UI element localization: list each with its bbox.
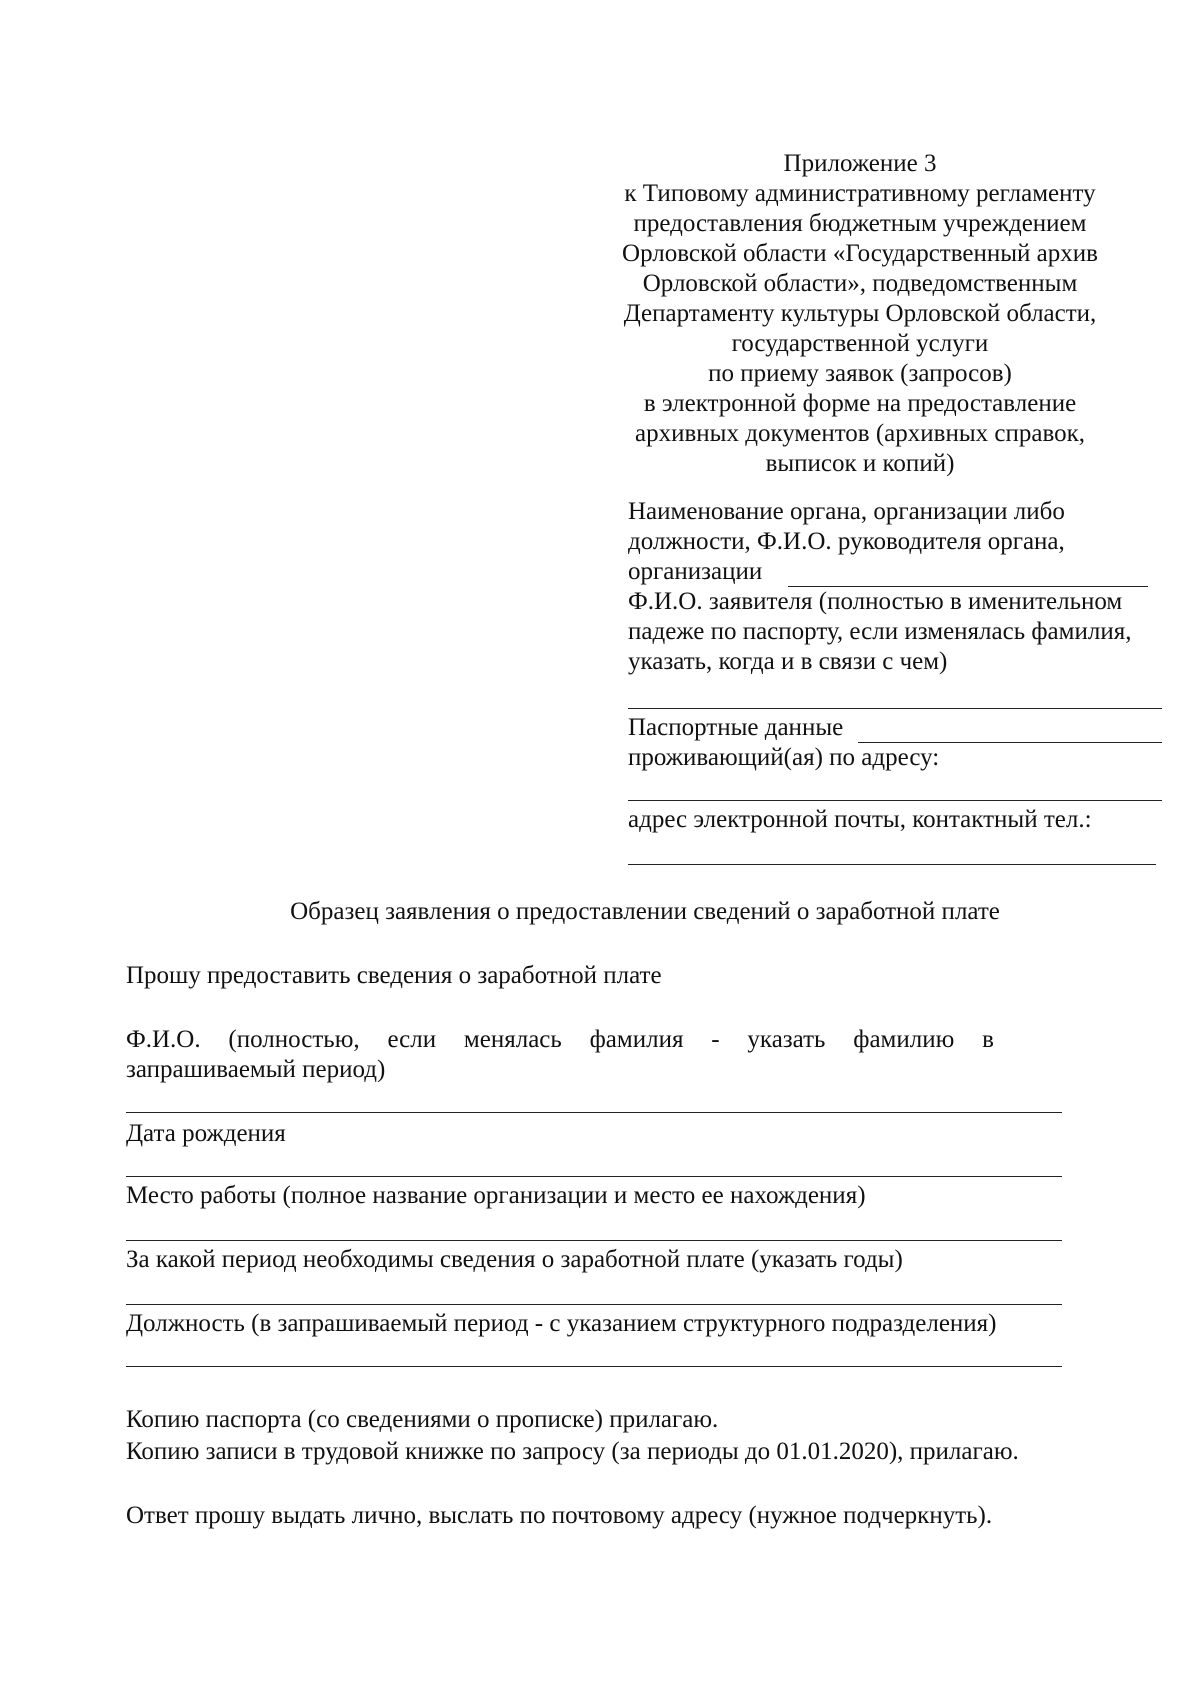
appendix-line: Департаменту культуры Орловской области, — [623, 300, 1097, 327]
appendix-line: предоставления бюджетным учреждением — [633, 210, 1087, 237]
fio-label-line1 — [126, 1026, 994, 1054]
appendix-line: Приложение 3 — [783, 150, 937, 177]
delivery-text: Ответ прошу выдать лично, выслать по почтовому адресу (нужное подчеркнуть). — [126, 1502, 993, 1529]
appendix-line: Орловской области «Государственный архив — [622, 240, 1098, 267]
period-label: За какой период необходимы сведения о заработной плате (указать годы) — [126, 1246, 903, 1273]
fio-word: (полностью, — [228, 1026, 360, 1053]
org-label-line3: организации — [628, 558, 763, 585]
appendix-line: к Типовому административному регламенту — [624, 180, 1096, 207]
attach-workbook-text: Копию записи в трудовой книжке по запросу (за периоды до 01.01.2020), прилагаю. — [126, 1438, 1019, 1465]
position-label: Должность (в запрашиваемый период - с указанием структурного подразделения) — [126, 1310, 997, 1337]
attach-passport-text: Копию паспорта (со сведениями о прописке) прилагаю. — [126, 1406, 719, 1433]
applicant-label-line1: Ф.И.О. заявителя (полностью в именительном — [628, 588, 1123, 615]
fio-word: в — [982, 1026, 994, 1053]
fio-word: фамилию — [853, 1026, 955, 1053]
appendix-line: выписок и копий) — [765, 450, 955, 477]
birth-date-label: Дата рождения — [126, 1120, 286, 1147]
document-title: Образец заявления о предоставлении сведений о заработной плате — [290, 898, 1000, 925]
applicant-label-line3: указать, когда и в связи с чем) — [628, 648, 948, 675]
period-field[interactable] — [126, 1304, 1062, 1305]
fio-word: если — [387, 1026, 437, 1053]
appendix-line: государственной услуги — [731, 330, 989, 357]
address-field[interactable] — [628, 800, 1162, 801]
fio-label-line2: запрашиваемый период) — [126, 1056, 386, 1083]
org-label-line2: должности, Ф.И.О. руководителя органа, — [628, 528, 1065, 555]
workplace-field[interactable] — [126, 1240, 1062, 1241]
fio-word: менялась — [463, 1026, 562, 1053]
passport-field[interactable] — [858, 742, 1162, 743]
request-text: Прошу предоставить сведения о заработной плате — [126, 962, 662, 989]
fio-word: указать — [747, 1026, 826, 1053]
passport-label: Паспортные данные — [628, 714, 844, 741]
fio-word: Ф.И.О. — [126, 1026, 201, 1053]
appendix-line: архивных документов (архивных справок, — [635, 420, 1085, 447]
contacts-label: адрес электронной почты, контактный тел.: — [628, 806, 1092, 833]
org-label-line1: Наименование органа, организации либо — [628, 498, 1065, 525]
workplace-label: Место работы (полное название организации и место ее нахождения) — [126, 1182, 866, 1209]
residing-label: проживающий(ая) по адресу: — [628, 744, 940, 771]
contacts-field[interactable] — [628, 864, 1156, 865]
org-name-field[interactable] — [788, 586, 1148, 587]
fio-word: - — [711, 1026, 720, 1053]
applicant-name-field[interactable] — [628, 708, 1162, 709]
appendix-line: Орловской области», подведомственным — [642, 270, 1078, 297]
fio-word: фамилия — [589, 1026, 684, 1053]
position-field[interactable] — [126, 1366, 1062, 1367]
appendix-line: по приему заявок (запросов) — [708, 360, 1012, 387]
birth-date-field[interactable] — [126, 1176, 1062, 1177]
appendix-line: в электронной форме на предоставление — [643, 390, 1077, 417]
fio-field[interactable] — [126, 1112, 1062, 1113]
applicant-label-line2: падеже по паспорту, если изменялась фамилия, — [628, 618, 1132, 645]
